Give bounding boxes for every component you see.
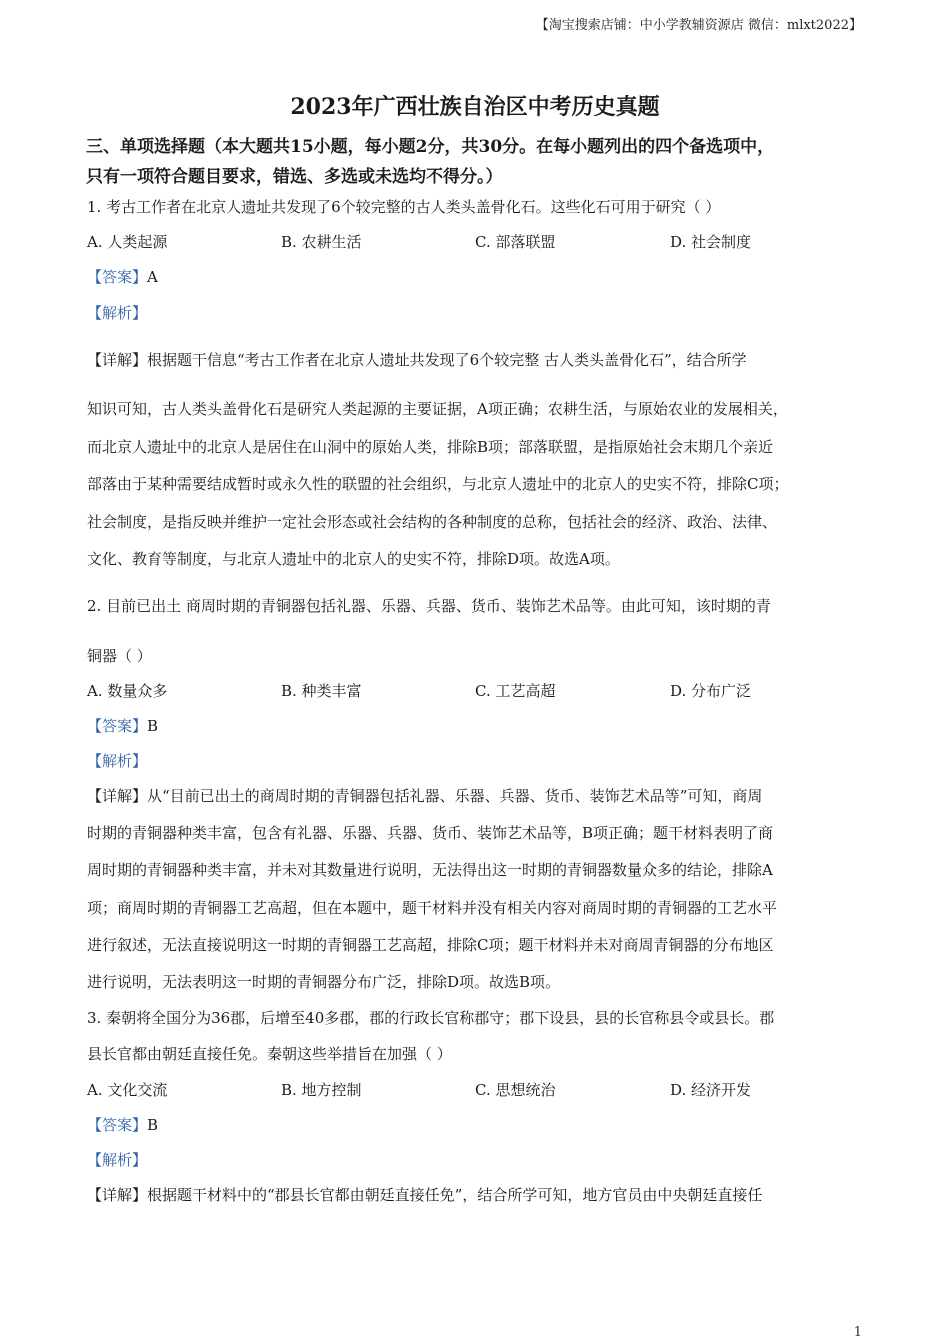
question-2-stem: 铜器（ ） xyxy=(87,647,152,665)
question-2-option-a: A. 数量众多 xyxy=(87,682,168,700)
question-3-option-d: D. 经济开发 xyxy=(670,1081,752,1099)
question-1-option-a: A. 人类起源 xyxy=(87,233,168,251)
question-2-detail-line: 项；商周时期的青铜器工艺高超，但在本题中，题干材料并没有相关内容对商周时期的青铜器的工艺水平 xyxy=(87,899,778,917)
answer-value: B xyxy=(147,717,159,735)
section-heading-line: 三、单项选择题（本大题共15小题，每小题2分，共30分。在每小题列出的四个备选项中， xyxy=(86,137,775,157)
question-2-detail-line: 周时期的青铜器种类丰富，并未对其数量进行说明，无法得出这一时期的青铜器数量众多的结论，排除A xyxy=(87,861,773,879)
question-2-answer xyxy=(87,715,867,736)
answer-value: B xyxy=(147,1116,159,1134)
question-2-analysis-label: 【解析】 xyxy=(87,752,148,770)
question-3-option-b: B. 地方控制 xyxy=(281,1081,362,1099)
question-3-detail-line xyxy=(87,1184,867,1205)
question-3-option-a: A. 文化交流 xyxy=(87,1081,168,1099)
question-2-detail-line: 进行说明，无法表明这一时期的青铜器分布广泛，排除D项。故选B项。 xyxy=(87,973,561,991)
header-note: 【淘宝搜索店铺：中小学教辅资源店 微信：mlxt2022】 xyxy=(535,18,862,33)
detail-label: 【详解】 xyxy=(87,1186,148,1204)
question-3-answer xyxy=(87,1114,867,1135)
question-2-detail-line: 时期的青铜器种类丰富，包含有礼器、乐器、兵器、货币、装饰艺术品等，B项正确；题干材料表明了商 xyxy=(87,824,774,842)
answer-value: A xyxy=(147,268,158,286)
section-heading-line: 只有一项符合题目要求，错选、多选或未选均不得分。） xyxy=(86,167,503,187)
question-2-option-d: D. 分布广泛 xyxy=(670,682,752,700)
detail-label: 【详解】 xyxy=(87,787,148,805)
question-1-option-c: C. 部落联盟 xyxy=(475,233,556,251)
question-2-detail-line: 进行叙述，无法直接说明这一时期的青铜器工艺高超，排除C项；题干材料并未对商周青铜器的分布地区 xyxy=(87,936,774,954)
question-1-detail-line: 文化、教育等制度，与北京人遗址中的北京人的史实不符，排除D项。故选A项。 xyxy=(87,550,620,568)
page-title: 2023年广西壮族自治区中考历史真题 xyxy=(290,94,660,120)
question-1-answer xyxy=(87,266,867,287)
question-1-analysis-label: 【解析】 xyxy=(87,304,148,322)
question-3-analysis-label: 【解析】 xyxy=(87,1151,148,1169)
question-2-option-b: B. 种类丰富 xyxy=(281,682,362,700)
question-3-stem: 县长官都由朝廷直接任免。秦朝这些举措旨在加强（ ） xyxy=(87,1045,452,1063)
question-1-stem: 1. 考古工作者在北京人遗址共发现了6个较完整的古人类头盖骨化石。这些化石可用于研究（ ） xyxy=(87,198,721,216)
answer-label: 【答案】 xyxy=(87,717,148,735)
question-1-detail-line: 部落由于某种需要结成暂时或永久性的联盟的社会组织，与北京人遗址中的北京人的史实不符，排除C项； xyxy=(87,475,789,493)
question-2-option-c: C. 工艺高超 xyxy=(475,682,556,700)
question-3-stem: 3. 秦朝将全国分为36郡，后增至40多郡，郡的行政长官称郡守；郡下设县，县的长官称县令或县长。郡 xyxy=(87,1009,775,1027)
detail-text: 根据题干信息“考古工作者在北京人遗址共发现了6个较完整 古人类头盖骨化石”，结合所学 xyxy=(147,351,747,369)
question-1-detail-line xyxy=(87,349,867,370)
question-1-detail-line: 知识可知，古人类头盖骨化石是研究人类起源的主要证据，A项正确；农耕生活，与原始农业的发展相关， xyxy=(87,400,788,418)
question-1-detail-line: 社会制度，是指反映并维护一定社会形态或社会结构的各种制度的总称，包括社会的经济、政治、法律、 xyxy=(87,513,778,531)
question-1-detail-line: 而北京人遗址中的北京人是居住在山洞中的原始人类，排除B项；部落联盟，是指原始社会末期几个亲近 xyxy=(87,438,774,456)
section-heading xyxy=(86,132,866,192)
question-2-stem: 2. 目前已出土 商周时期的青铜器包括礼器、乐器、兵器、货币、装饰艺术品等。由此可知，该时期的青 xyxy=(87,597,771,615)
page-number: 1 xyxy=(853,1325,862,1340)
question-1-option-d: D. 社会制度 xyxy=(670,233,752,251)
question-1-option-b: B. 农耕生活 xyxy=(281,233,362,251)
question-3-option-c: C. 思想统治 xyxy=(475,1081,556,1099)
answer-label: 【答案】 xyxy=(87,1116,148,1134)
answer-label: 【答案】 xyxy=(87,268,148,286)
detail-label: 【详解】 xyxy=(87,351,148,369)
detail-text: 根据题干材料中的“郡县长官都由朝廷直接任免”，结合所学可知，地方官员由中央朝廷直接任 xyxy=(147,1186,763,1204)
detail-text: 从“目前已出土的商周时期的青铜器包括礼器、乐器、兵器、货币、装饰艺术品等”可知，商周 xyxy=(147,787,763,805)
question-2-detail-line xyxy=(87,785,867,806)
